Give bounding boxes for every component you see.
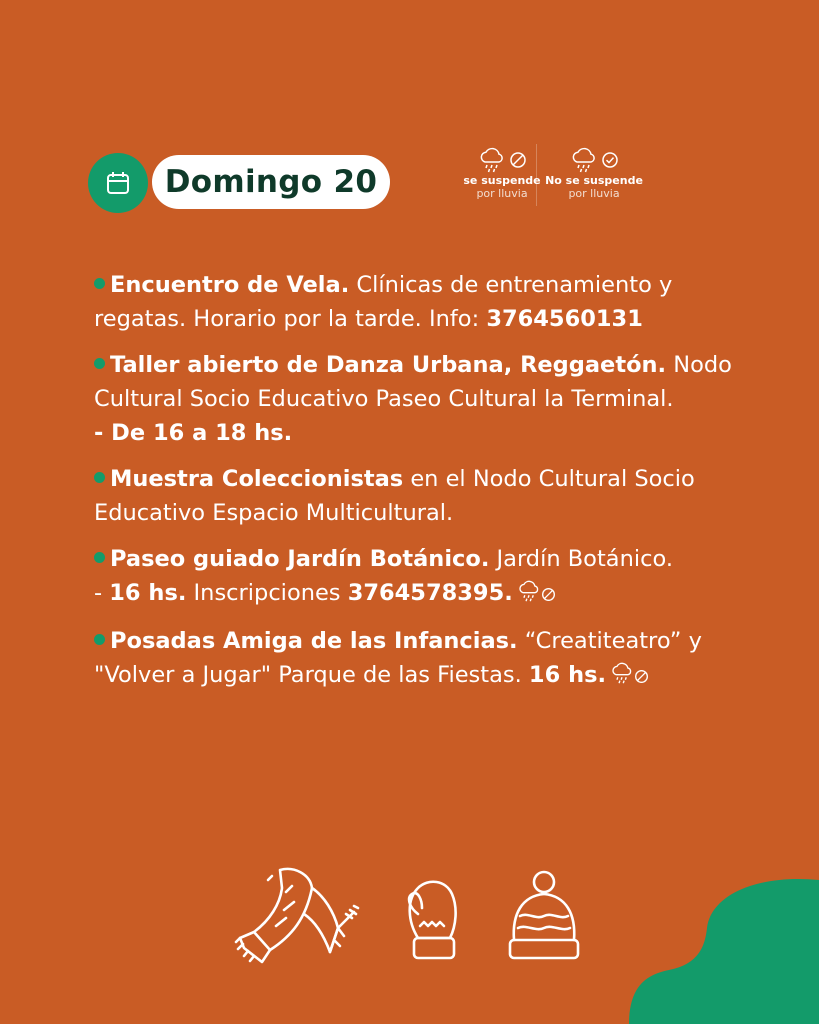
check-circle-icon [601,151,619,169]
event-title: Posadas Amiga de las Infancias. [110,628,518,654]
event-text: Nodo Cultural Socio Educativo Paseo Cultural la Terminal. [94,352,732,412]
event-title: Encuentro de Vela. [110,272,350,298]
event-item [94,542,734,612]
bullet-dot [94,472,105,483]
legend-suspend-title: se suspende [463,174,541,187]
legend-suspend-subtitle: por lluvia [476,187,528,200]
rain-cloud-icon [478,147,506,173]
event-title: Muestra Coleccionistas [110,466,404,492]
event-text-2: Inscripciones [186,580,348,606]
prohibited-icon [509,151,527,169]
suspend-rain-badge [610,660,649,694]
event-time: - De 16 a 18 hs. [94,420,293,446]
mitten-icon [409,882,456,958]
header [88,152,788,214]
event-item [94,268,734,336]
suspend-rain-badge [517,578,556,612]
decorative-blob [589,874,819,1024]
scarf-icon [236,869,358,962]
event-text: en el Nodo Cultural Socio Educativo Espacio Multicultural. [94,466,695,526]
event-time: 16 hs. [528,662,607,688]
rain-cloud-icon [517,580,541,602]
prohibited-icon [541,587,556,602]
bullet-dot [94,552,105,563]
event-text: Clínicas de entrenamiento y regatas. Horario por la tarde. Info: [94,272,673,332]
calendar-badge [88,153,148,213]
winter-illustrations [234,866,594,976]
event-title: Paseo guiado Jardín Botánico. [110,546,490,572]
prohibited-icon [634,669,649,684]
event-text: Jardín Botánico. [489,546,673,572]
rain-cloud-icon [610,662,634,684]
event-list [94,268,734,706]
event-item [94,462,734,530]
event-title: Taller abierto de Danza Urbana, Reggaetón. [110,352,667,378]
event-text: “Creatiteatro” y "Volver a Jugar" Parque de las Fiestas. [94,628,702,688]
rain-cloud-icon [570,147,598,173]
legend-no-suspend-title: No se suspende [545,174,643,187]
bullet-dot [94,634,105,645]
bullet-dot [94,358,105,369]
event-time-prefix: - [94,580,110,606]
date-pill: Domingo 20 [152,155,390,209]
event-item [94,348,734,450]
winter-hat-icon [510,872,578,958]
event-item [94,624,734,694]
calendar-icon [104,169,132,197]
bullet-dot [94,278,105,289]
event-phone: 3764578395. [347,580,513,606]
legend-divider [536,144,537,206]
legend-no-suspend [544,146,644,200]
legend-no-suspend-subtitle: por lluvia [568,187,620,200]
event-phone: 3764560131 [486,306,643,332]
event-time: 16 hs. [109,580,187,606]
